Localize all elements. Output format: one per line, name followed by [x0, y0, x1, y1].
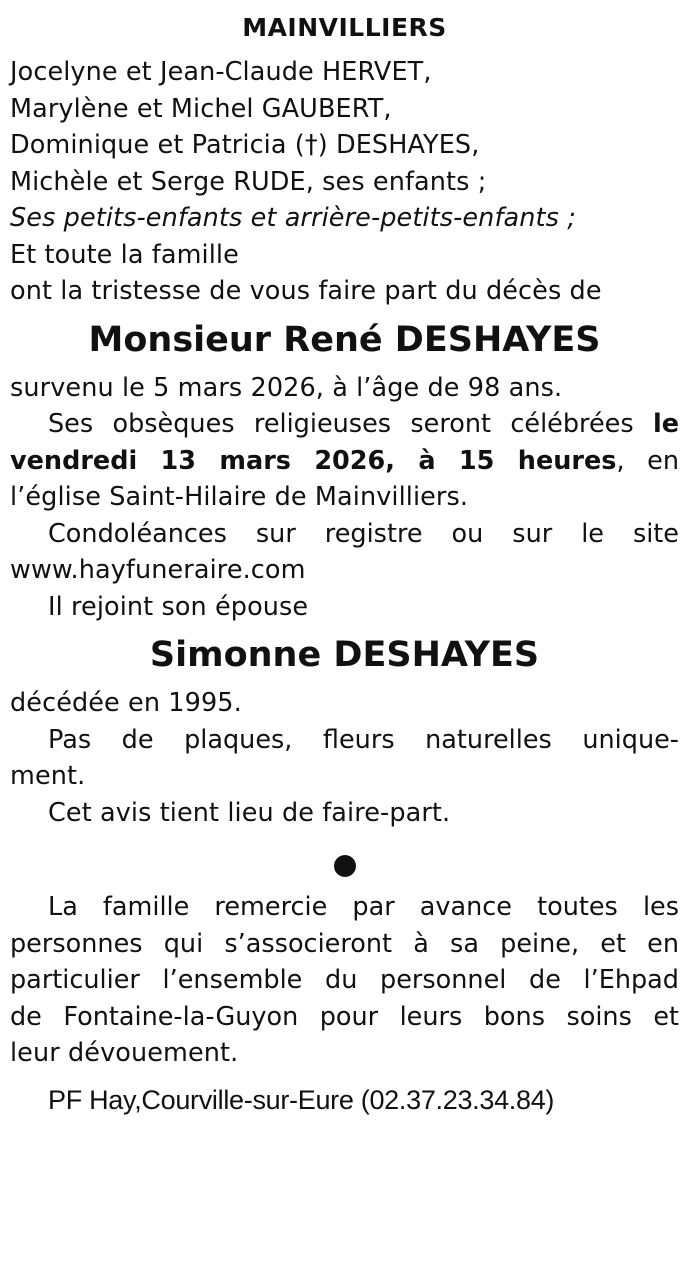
condolences-website: www.hayfuneraire.com — [10, 555, 306, 585]
ceremony-text: Ses obsèques religieuses seront célébrées — [48, 409, 653, 439]
announcement-line: ont la tristesse de vous faire part du décès de — [10, 276, 602, 306]
ceremony-line — [10, 406, 679, 443]
family-line: Michèle et Serge RUDE, ses enfants ; — [10, 166, 487, 197]
deceased-name: Monsieur René DESHAYES — [88, 319, 601, 360]
thanks-line: personnes qui s’associeront à sa peine, et en — [10, 928, 679, 959]
ceremony-le: le — [652, 409, 679, 439]
thanks-line: de Fontaine-la-Guyon pour leurs bons soins et — [10, 1001, 679, 1032]
thanks-line: La famille remercie par avance toutes les — [48, 892, 679, 922]
family-line: Et toute la famille — [10, 239, 239, 270]
death-date-line: survenu le 5 mars 2026, à l’âge de 98 ans. — [10, 372, 563, 403]
thanks-paragraph — [10, 889, 679, 1072]
wishes-line: Cet avis tient lieu de faire-part. — [48, 797, 451, 828]
spouse-intro-line: Il rejoint son épouse — [48, 591, 309, 622]
ceremony-paragraph — [10, 406, 679, 516]
condolences-paragraph — [10, 516, 679, 626]
bullet-separator-icon — [334, 855, 356, 877]
separator — [10, 837, 679, 889]
family-line: Jocelyne et Jean-Claude HERVET, — [10, 57, 432, 87]
family-list — [10, 54, 679, 310]
funeral-home-footer: PF Hay,Courville-sur-Eure (02.37.23.34.84) — [48, 1084, 555, 1115]
spouse-name: Simonne DESHAYES — [149, 635, 540, 675]
thanks-line: particulier l’ensemble du personnel de l’Ehpad — [10, 965, 679, 995]
spouse-death-line: décédée en 1995. — [10, 688, 242, 718]
family-line: Ses petits-enfants et arrière-petits-enfants ; — [10, 203, 576, 233]
family-line: Dominique et Patricia (†) DESHAYES, — [10, 130, 480, 160]
ceremony-date: vendredi 13 mars 2026, à 15 heures — [10, 445, 617, 476]
wishes-line: ment. — [10, 761, 86, 791]
town-heading: MAINVILLIERS — [242, 13, 447, 42]
family-line: Marylène et Michel GAUBERT, — [10, 93, 392, 124]
wishes-paragraph — [10, 722, 679, 832]
thanks-line: leur dévouement. — [10, 1038, 239, 1068]
ceremony-text: , en — [616, 445, 679, 476]
ceremony-line — [10, 443, 679, 480]
ceremony-place: l’église Saint-Hilaire de Mainvilliers. — [10, 482, 469, 512]
wishes-line: Pas de plaques, fleurs naturelles unique- — [48, 724, 679, 755]
condolences-line: Condoléances sur registre ou sur le site — [48, 518, 679, 549]
